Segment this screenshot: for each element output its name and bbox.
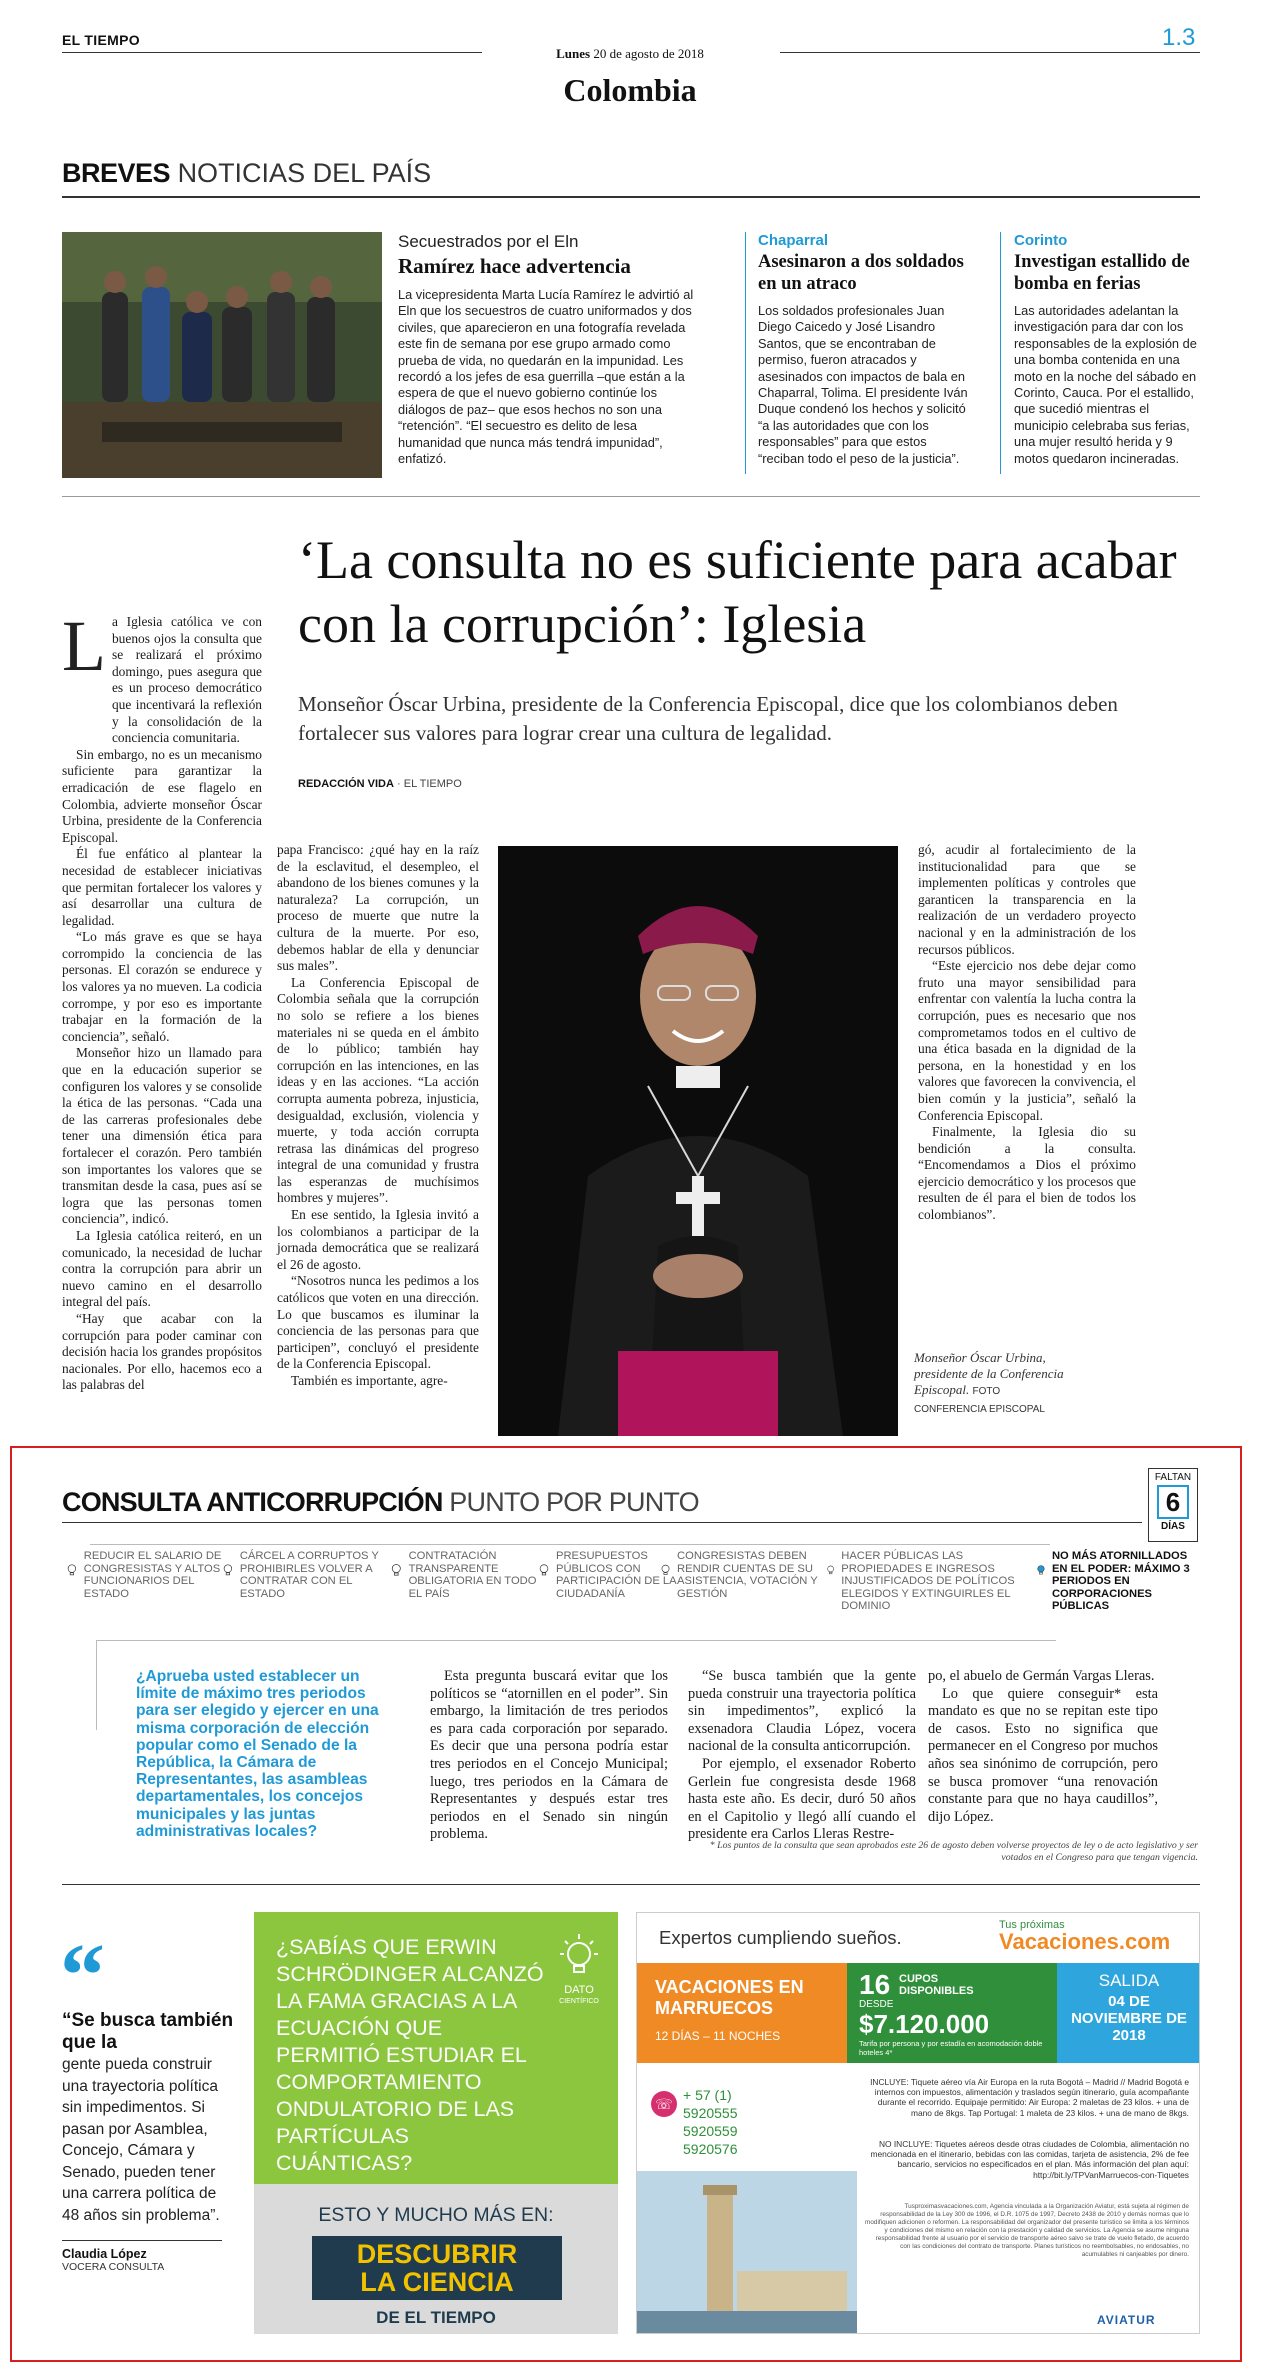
dato-label: DATO (564, 1984, 594, 1996)
quote-mark-icon: “ (60, 1926, 105, 2025)
point-6 (826, 1550, 1026, 1613)
consulta-col-1 (430, 1668, 668, 1844)
pull-quote-rule (62, 2240, 222, 2241)
article-paragraph: Finalmente, la Iglesia dio su bendición a la consulta. “Encomendamos a Dios el próximo ejercicio democrático y los procesos que resulten de él para el bien de todos los colombianos”. (918, 1124, 1136, 1223)
article-col-2 (277, 842, 479, 1390)
point-label-highlighted: NO MÁS ATORNILLADOS EN EL PODER: MÁXIMO 3 PERIODOS EN CORPORACIONES PÚBLICAS (1051, 1550, 1190, 1613)
travel-ad-tagline: Expertos cumpliendo sueños. (659, 1927, 902, 1948)
travel-ad-brand-small: Tus próximas (999, 1919, 1065, 1931)
travel-ad-price-note: Tarifa por persona y por estadía en acomodación doble hoteles 4* (859, 2039, 1043, 2057)
article-lead-paragraph: a Iglesia católica ve con buenos ojos la consulta que se realizará el próximo domingo, pues asegura que es un proceso democrático que incentivará la reflexión y la consolidación de la conciencia comunitaria. (111, 614, 262, 746)
brief-corinto-body: Las autoridades adelantan la investigación para dar con los responsables de la explosión de una bomba contenida en una moto en la noche del sábado en Corinto, Cauca. Por el estallido, que sucedió mientras el municipio celebraba sus ferias, una mujer resultó herida y 9 motos quedaron incineradas. (1014, 303, 1197, 466)
pull-quote (62, 2010, 234, 2273)
point-2 (222, 1550, 392, 1600)
brief-chaparral-headline: Asesinaron a dos soldados en un atraco (758, 252, 964, 294)
travel-ad-phone[interactable]: 5920559 (683, 2123, 738, 2139)
point-label: CONTRATACIÓN TRANSPARENTE OBLIGATORIA EN TODO EL PAÍS (408, 1550, 537, 1600)
lightbulb-icon (660, 1550, 671, 1590)
brief-corinto-place: Corinto (1014, 232, 1068, 249)
brief-lead-kicker: Secuestrados por el Eln (398, 232, 579, 251)
point-label: PRESUPUESTOS PÚBLICOS CON PARTICIPACIÓN DE LA CIUDADANÍA (555, 1550, 676, 1600)
byline-desk: REDACCIÓN VIDA (298, 778, 394, 790)
travel-ad-cupos-num: 16 (859, 1969, 891, 2000)
pull-quote-text: gente pueda construir una trayectoria política sin impedimentos. Si pasan por Asamblea, Concejo, Cámara y Senado, pueden tener una carrera política de 48 años sin problema”. (62, 2056, 220, 2224)
point-label: HACER PÚBLICAS LAS PROPIEDADES E INGRESOS INJUSTIFICADOS DE POLÍTICOS ELEGIDOS Y EXTINGUIRLES EL DOMINIO (841, 1550, 1015, 1613)
brief-lead (398, 232, 696, 467)
article-paragraph: En ese sentido, la Iglesia invitó a los colombianos a participar de la jornada democrática que se realizará el 26 de agosto. (277, 1207, 479, 1272)
countdown-days: 6 (1157, 1485, 1189, 1519)
travel-ad-salida-date: 04 DE NOVIEMBRE DE 2018 (1071, 1993, 1187, 2044)
travel-ad-price: $7.120.000 (859, 2009, 990, 2039)
article-paragraph: “Hay que acabar con la corrupción para poder caminar con decisión hacia los grandes propósitos nacionales. Por ello, hacemos eco a las palabras del (62, 1310, 262, 1393)
brief-corinto (1014, 232, 1200, 467)
article-paragraph: Él fue enfático al plantear la necesidad de establecer iniciativas que permitan fortalecer los valores y así desarrollar una cultura de legalidad. (62, 846, 262, 928)
article-paragraph: “Nosotros nunca les pedimos a los católicos que voten en una dirección. Lo que buscamos es iluminar la conciencia de las personas para que participen”, concluyó el presidente de la Conferencia Episcopal. (277, 1273, 479, 1372)
consulta-question: ¿Aprueba usted establecer un límite de máximo tres periodos para ser elegido y ejercer en una misma corporación de elección popular como el Senado de la República, la Cámara de Representantes, las asambleas departamentales, los concejos municipales y las juntas administrativas locales? (136, 1668, 379, 1840)
consulta-col-2 (688, 1668, 916, 1844)
countdown-label: FALTAN (1154, 1472, 1192, 1483)
article-paragraph: “Lo más grave es que se haya corrompido la conciencia de las personas. El corazón se endurece y los valores ya no mueven. La codicia corrompe, y por eso es importante trabajar en la formación de la conciencia”, señaló. (62, 929, 262, 1044)
science-ad-cta[interactable] (312, 2236, 562, 2300)
consulta-paragraph: Lo que quiere conseguir* esta mandato es que no se repitan este tipo de casos. Esto no significa que permanecer en el Congreso por muchos años sea sinónimo de corrupción, pero se busca promover “una renovación constante para que no haya caudillos”, dijo López. (928, 1685, 1158, 1825)
consulta-paragraph: po, el abuelo de Germán Vargas Lleras. (928, 1668, 1155, 1684)
point-5 (660, 1550, 828, 1600)
hostages-photo (62, 232, 382, 478)
science-ad-mas-en: ESTO Y MUCHO MÁS EN: (318, 2204, 554, 2226)
breves-title-light: NOTICIAS DEL PAÍS (177, 158, 432, 188)
section-title: Colombia (563, 72, 697, 108)
page-number: 1.3 (1162, 24, 1196, 51)
lightbulb-icon (222, 1550, 234, 1590)
consulta-paragraph: Esta pregunta buscará evitar que los políticos se “atornillen en el poder”. Sin embargo, la limitación de tres periodos es para cada corporación por separado. Es decir que una persona podría estar tres periodos en el Concejo Municipal; luego, tres periodos en la Cámara de Representantes y después estar tres periodos en el Senado sin ningún problema. (430, 1668, 668, 1843)
pull-quote-lead: “Se busca también que la (62, 2010, 234, 2053)
point-label: REDUCIR EL SALARIO DE CONGRESISTAS Y ALTOS FUNCIONARIOS DEL ESTADO (83, 1550, 222, 1600)
article-byline (298, 778, 462, 790)
article-paragraph: gó, acudir al fortalecimiento de la institucionalidad para que se implementen políticas y controles que garanticen la transparencia en la realización de un verdadero proyecto nacional y en la administración de los recursos públicos. (918, 842, 1136, 957)
issue-date-day: Lunes (556, 46, 591, 61)
travel-ad-phone[interactable]: 5920555 (683, 2105, 738, 2121)
consulta-header (62, 1487, 699, 1518)
brief-chaparral-body: Los soldados profesionales Juan Diego Caicedo y José Lisandro Santos, que se encontraban de permiso, fueron atracados y asesinados con impactos de bala en Chaparral, Tolima. El presidente Iván Duque condenó los hechos y solicitó “a las autoridades que con los responsables” para que estos “reciban todo el peso de la justicia”. (758, 303, 968, 466)
photo-credit-label: FOTO (972, 1386, 1001, 1397)
travel-ad-destination: VACACIONES EN MARRUECOS (655, 1977, 804, 2018)
consulta-col-3 (928, 1668, 1158, 1826)
consulta-paragraph: “Se busca también que la gente pueda construir una trayectoria política sin impedimentos”, explicó la exsenadora Claudia López, vocera nacional de la consulta anticorrupción. (688, 1668, 916, 1755)
masthead-rule-left (62, 52, 482, 53)
breves-bottom-rule (62, 496, 1200, 497)
article-headline: ‘La consulta no es suficiente para acabar con la corrupción’: Iglesia (298, 530, 1177, 654)
consulta-title-bold: CONSULTA ANTICORRUPCIÓN (62, 1487, 443, 1517)
lightbulb-icon (66, 1550, 78, 1590)
article-paragraph: La Iglesia católica reiteró, en un comunicado, la necesidad de luchar contra la corrupción para abrir un nuevo camino en el desarrollo integral del país. (62, 1227, 262, 1310)
science-ad-footer: DE EL TIEMPO (376, 2308, 496, 2327)
lightbulb-icon (538, 1550, 550, 1590)
travel-ad-phone[interactable]: 5920576 (683, 2141, 738, 2157)
point-3 (390, 1550, 540, 1600)
article-col-1 (62, 606, 262, 1394)
travel-ad-brand: Vacaciones.com (999, 1929, 1171, 1954)
points-timeline (90, 1544, 1050, 1545)
point-label: CÁRCEL A CORRUPTOS Y PROHIBIRLES VOLVER A CONTRATAR CON EL ESTADO (239, 1550, 379, 1600)
brief-lead-body: La vicepresidenta Marta Lucía Ramírez le advirtió al Eln que los secuestros de cuatro uniformados y dos civiles, que aparecieron en una fotografía revelada este fin de semana por ese grupo armado como prueba de vida, no quedarán en la impunidad. Les recordó a los jefes de esa guerrilla –que están a la espera de que el nuevo gobierno continúe los diálogos de paz– que esos hechos no son una “retención”. “El secuestro es delito de lesa humanidad que nunca más tendrá impunidad”, enfatizó. (398, 287, 694, 467)
brief-corinto-headline: Investigan estallido de bomba en ferias (1014, 252, 1190, 294)
aviatur-logo: AVIATUR (1097, 2313, 1156, 2327)
article-paragraph: “Este ejercicio nos debe dejar como fruto una mayor sensibilidad para enfrentar con valentía la lucha contra la corrupción, pues es necesario que nos comprometamos todos en el cultivo de una ética basada en la dignidad de la persona, en la honestidad y en los valores que favorecen la convivencia, el bien común y la justicia”, señaló la Conferencia Episcopal. (918, 958, 1136, 1123)
travel-ad-salida-label: SALIDA (1098, 1971, 1160, 1990)
countdown (1148, 1468, 1198, 1542)
breves-rule (62, 196, 1200, 198)
dropcap: L (62, 606, 106, 686)
article-paragraph: papa Francisco: ¿qué hay en la raíz de la esclavitud, el desempleo, el abandono de los bienes comunes y la naturaleza? La corrupción, un proceso de muerte que nutre la cultura de la muerte. Por eso, debemos hablar de ella y denunciar sus males”. (277, 842, 479, 974)
phone-icon: ☏ (651, 2091, 677, 2117)
article-paragraph: Monseñor hizo un llamado para que en la educación superior se configuren los valores y se consolide la ética de las personas. “Cada una de las carreras profesionales debe tener una dimensión ética para fortalecer el corazón. Pero también son importantes los valores que se transmitan desde la casa, pues así se logra que las personas tomen conciencia”, indicó. (62, 1045, 262, 1227)
science-ad-cta-label: DESCUBRIR LA CIENCIA (356, 2239, 518, 2297)
article-deck: Monseñor Óscar Urbina, presidente de la Conferencia Episcopal, dice que los colombianos deben fortalecer sus valores para lograr crear una cultura de legalidad. (298, 692, 1118, 745)
breves-header (62, 158, 431, 189)
consulta-rule (62, 1522, 1142, 1523)
dato-sublabel: CIENTÍFICO (559, 1998, 599, 2005)
science-ad[interactable] (254, 1912, 618, 2334)
lightbulb-lit-icon (1036, 1550, 1046, 1590)
brief-divider-1 (745, 232, 746, 474)
photo-caption (914, 1350, 1064, 1418)
article-col-3 (918, 842, 1136, 1224)
breves-title-bold: BREVES (62, 158, 171, 188)
travel-ad-no-incluye: NO INCLUYE: Tiquetes aéreos desde otras ciudades de Colombia, alimentación no mencionada en el itinerario, bebidas con las comidas, tarjeta de asistencia, 2% de fee bancario, servicios no especificados en el plan. Más información del plan aquí: http://bit.ly/TPVanMarruecos-con-Tiquetes (870, 2139, 1189, 2180)
article-paragraph: También es importante, agre- (291, 1373, 448, 1388)
article-paragraph: Sin embargo, no es un mecanismo suficiente para garantizar la erradicación de ese flagelo en Colombia, advierte monseñor Óscar Urbina, presidente de la Conferencia Episcopal. (62, 746, 262, 845)
lightbulb-icon (826, 1550, 835, 1590)
pull-quote-role: VOCERA CONSULTA (62, 2261, 165, 2273)
mosque-photo (637, 2171, 857, 2334)
issue-date-rest: 20 de agosto de 2018 (593, 46, 704, 61)
bottom-rule (62, 1884, 1200, 1885)
consulta-paragraph: Por ejemplo, el exsenador Roberto Gerlein fue congresista desde 1968 hasta este año. Es decir, duró 50 años en el Capitolio y llegó allí cuando el presidente era Carlos Lleras Restre- (688, 1755, 916, 1843)
consulta-footnote: * Los puntos de la consulta que sean aprobados este 26 de agosto deben volverse proyectos de ley o de acto legislativo y ser votados en el Congreso para que tengan vigencia. (709, 1840, 1198, 1863)
point-1 (66, 1550, 236, 1600)
point-label: CONGRESISTAS DEBEN RENDIR CUENTAS DE SU ASISTENCIA, VOTACIÓN Y GESTIÓN (677, 1550, 818, 1600)
countdown-unit: DÍAS (1161, 1521, 1185, 1532)
bishop-photo-art (498, 846, 898, 1436)
travel-ad[interactable] (636, 1912, 1200, 2334)
brand-logo: EL TIEMPO (62, 32, 140, 48)
travel-ad-legal: Tusproximasvacaciones.com, Agencia vinculada a la Organización Aviatur, está sujeta al régimen de responsabilidad de la Ley 300 de 1996, el D.R. 1075 de 1997, Decreto 2438 de 2010 y demás normas que lo modifiquen adicionen o reformen. La responsabilidad del organizador del presente turístico se limita a los términos y condiciones del mismo en relación con la prestación y calidad de servicios. La Agencia se asume ninguna responsabilidad frente al usuario por el servicio de transporte aéreo salvo se trate de vuelo fletado, de acuerdo con las condiciones del contrato de transporte. Planes turísticos no reembolsables, no endosables, no acumulables ni canjeables por dinero. (865, 2203, 1189, 2258)
pull-quote-author: Claudia López (62, 2247, 147, 2261)
lightbulb-icon (390, 1550, 403, 1590)
photo-credit: CONFERENCIA EPISCOPAL (914, 1404, 1045, 1415)
photo-caption-text: Monseñor Óscar Urbina, presidente de la Conferencia Episcopal. (914, 1350, 1064, 1397)
travel-ad-cupos-label: CUPOS DISPONIBLES (899, 1973, 974, 1997)
brief-chaparral (758, 232, 968, 467)
travel-ad-desde: DESDE (859, 1999, 894, 2010)
brief-chaparral-place: Chaparral (758, 232, 829, 249)
point-7-highlighted (1036, 1550, 1204, 1613)
issue-date (440, 46, 820, 62)
brief-divider-2 (1000, 232, 1001, 474)
bishop-photo (498, 846, 898, 1436)
lightbulb-dato-icon (554, 1932, 604, 1982)
brief-lead-headline: Ramírez hace advertencia (398, 254, 631, 278)
consulta-title-light: PUNTO POR PUNTO (449, 1487, 699, 1517)
hostages-photo-art (62, 232, 382, 478)
travel-ad-incluye: INCLUYE: Tiquete aéreo vía Air Europa en la ruta Bogotá – Madrid // Madrid Bogotá e internos con impuestos, alimentación y traslados según itinerario, guía acompañante durante el recorrido. Equipaje permitido: Air Europa: 2 maletas de 23 kilos. + una de mano de 8kgs. Tap Portugal: 1 maleta de 23 kilos. + una de mano de 8kgs. (870, 2077, 1189, 2118)
masthead-rule-right (780, 52, 1200, 53)
byline-paper: · EL TIEMPO (397, 778, 462, 790)
science-ad-question: ¿SABÍAS QUE ERWIN SCHRÖDINGER ALCANZÓ LA FAMA GRACIAS A LA ECUACIÓN QUE PERMITIÓ ESTUDIAR EL COMPORTAMIENTO ONDULATORIO DE LAS PARTÍCULAS CUÁNTICAS? (276, 1935, 544, 2175)
travel-ad-phone-prefix: + 57 (1) (683, 2087, 732, 2103)
travel-ad-duration: 12 DÍAS – 11 NOCHES (655, 2029, 781, 2043)
article-paragraph: La Conferencia Episcopal de Colombia señala que la corrupción no solo se refiere a los bienes materiales ni se queda en el ámbito de lo público; también hay corrupción en las intenciones, en las ideas y en las acciones. “La acción corrupta aumenta pobreza, injusticia, desigualdad, exclusión, violencia y muerte, y toda acción corrupta retrasa las dinámicas del progreso integral de una comunidad y frustra las esperanzas de muchísimos hombres y mujeres”. (277, 974, 479, 1206)
